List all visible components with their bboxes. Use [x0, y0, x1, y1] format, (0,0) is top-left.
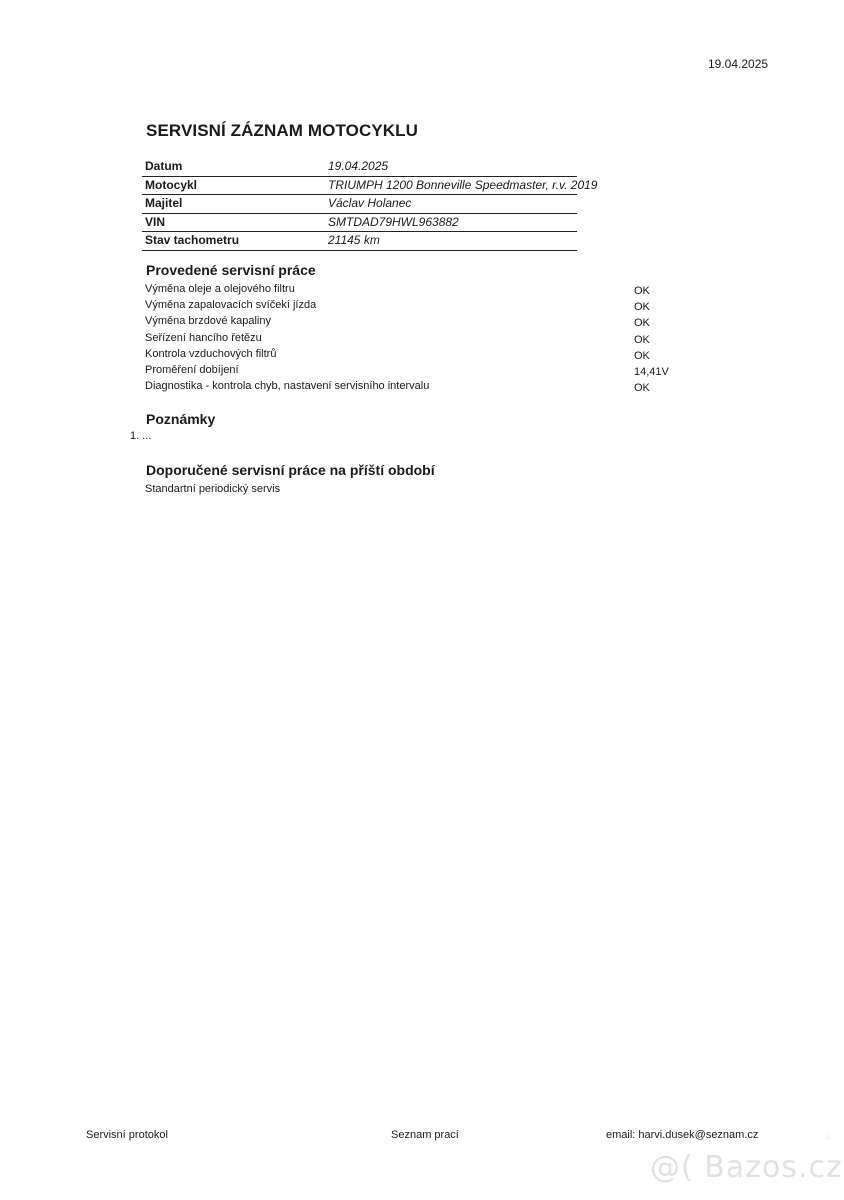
recommended-section-title: Doporučené servisní práce na příští období — [146, 462, 435, 478]
work-item-status: OK — [634, 382, 650, 395]
info-row-owner — [142, 195, 577, 214]
info-row-odometer — [142, 232, 577, 251]
work-item — [145, 315, 685, 331]
info-value: Václav Holanec — [328, 196, 412, 210]
footer-left: Servisní protokol — [86, 1129, 168, 1141]
work-item — [145, 348, 685, 364]
info-label: Majitel — [145, 196, 183, 210]
info-label: Motocykl — [145, 177, 198, 192]
watermark-logo: @( Bazos.cz — [650, 1150, 843, 1185]
work-item — [145, 364, 685, 380]
corner-mark-icon: ○ — [826, 1132, 832, 1142]
info-value: SMTDAD79HWL963882 — [328, 214, 459, 229]
work-item-name: Seřízení hancího řetězu — [145, 331, 262, 344]
work-item-status: OK — [634, 317, 650, 330]
work-item-status: OK — [634, 301, 650, 314]
info-label: Datum — [145, 159, 183, 173]
document-title: SERVISNÍ ZÁZNAM MOTOCYKLU — [146, 121, 418, 140]
work-item-name: Proměření dobíjení — [145, 363, 239, 376]
info-label: Stav tachometru — [145, 233, 240, 247]
work-item-status: OK — [634, 333, 650, 346]
info-label: VIN — [145, 214, 166, 229]
info-row-date — [142, 158, 577, 177]
work-item — [145, 299, 685, 315]
work-item-status: 14,41V — [634, 365, 669, 378]
work-item-status: OK — [634, 285, 650, 297]
recommended-text: Standartní periodický servis — [145, 483, 281, 495]
work-item — [145, 380, 685, 396]
work-list — [145, 283, 685, 396]
footer-email: email: harvi.dusek@seznam.cz — [606, 1129, 759, 1141]
work-item-status: OK — [634, 349, 650, 362]
work-item — [145, 332, 685, 348]
info-value: 19.04.2025 — [328, 159, 389, 173]
vehicle-info-table — [142, 158, 598, 251]
work-section-title: Provedené servisní práce — [146, 262, 316, 278]
document-date: 19.04.2025 — [708, 57, 769, 71]
info-value: TRIUMPH 1200 Bonneville Speedmaster, r.v. 2019 — [328, 177, 598, 192]
info-value: 21145 km — [328, 233, 380, 247]
work-item — [145, 283, 685, 299]
footer-center: Seznam prací — [391, 1129, 459, 1141]
work-item-name: Výměna zapalovacích svíčekí jízda — [145, 299, 317, 312]
info-row-vin — [142, 214, 577, 233]
work-item-name: Výměna brzdové kapaliny — [145, 315, 271, 328]
work-item-name: Diagnostika - kontrola chyb, nastavení servisního intervalu — [145, 380, 430, 393]
work-item-name: Kontrola vzduchových filtrů — [145, 347, 277, 360]
work-item-name: Výměna oleje a olejového filtru — [145, 283, 295, 295]
note-item: 1. ... — [130, 430, 152, 442]
notes-section-title: Poznámky — [146, 411, 216, 427]
info-row-motorcycle — [142, 177, 598, 196]
